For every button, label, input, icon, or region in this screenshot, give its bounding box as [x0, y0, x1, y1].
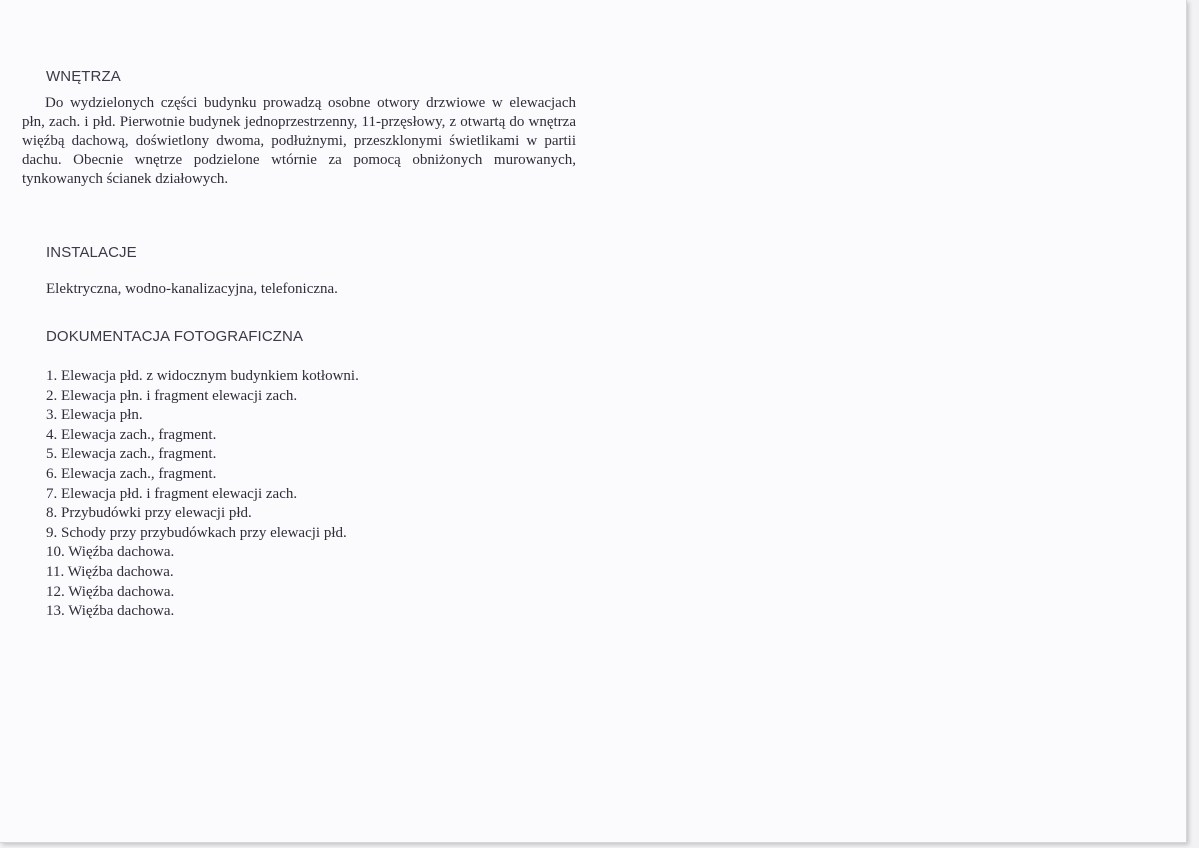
- section-heading-dokumentacja: DOKUMENTACJA FOTOGRAFICZNA: [46, 328, 304, 345]
- list-item: 9. Schody przy przybudówkach przy elewacji płd.: [46, 524, 347, 541]
- section-heading-instalacje: INSTALACJE: [46, 244, 137, 261]
- list-item: 3. Elewacja płn.: [46, 407, 143, 424]
- list-item: 6. Elewacja zach., fragment.: [46, 465, 217, 482]
- list-item: 1. Elewacja płd. z widocznym budynkiem kotłowni.: [46, 368, 359, 384]
- list-item: 11. Więźba dachowa.: [46, 563, 174, 580]
- list-item: 2. Elewacja płn. i fragment elewacji zach.: [46, 387, 298, 404]
- list-item: 8. Przybudówki przy elewacji płd.: [46, 505, 252, 522]
- photo-list: [46, 367, 359, 622]
- section-heading-wnetrza: WNĘTRZA: [46, 68, 121, 85]
- list-item: 12. Więźba dachowa.: [46, 583, 175, 600]
- list-item: 7. Elewacja płd. i fragment elewacji zach.: [46, 485, 298, 502]
- list-item: 10. Więźba dachowa.: [46, 544, 175, 561]
- list-item: 4. Elewacja zach., fragment.: [46, 426, 217, 443]
- section-text-wnetrza: Do wydzielonych części budynku prowadzą osobne otwory drzwiowe w elewacjach płn, zach. i płd. Pierwotnie budynek jednoprzestrzenny, 11-przęsłowy, z otwartą do wnętrza więźbą dachową, doświetlony dwoma, podłużnymi, przeszklonymi świetlikami w partii dachu. Obecnie wnętrze podzielone wtórnie za pomocą obniżonych murowanych, tynkowanych ścianek działowych.: [22, 95, 576, 187]
- list-item: 13. Więźba dachowa.: [46, 603, 175, 620]
- section-text-instalacje: Elektryczna, wodno-kanalizacyjna, telefoniczna.: [46, 281, 338, 297]
- list-item: 5. Elewacja zach., fragment.: [46, 446, 217, 463]
